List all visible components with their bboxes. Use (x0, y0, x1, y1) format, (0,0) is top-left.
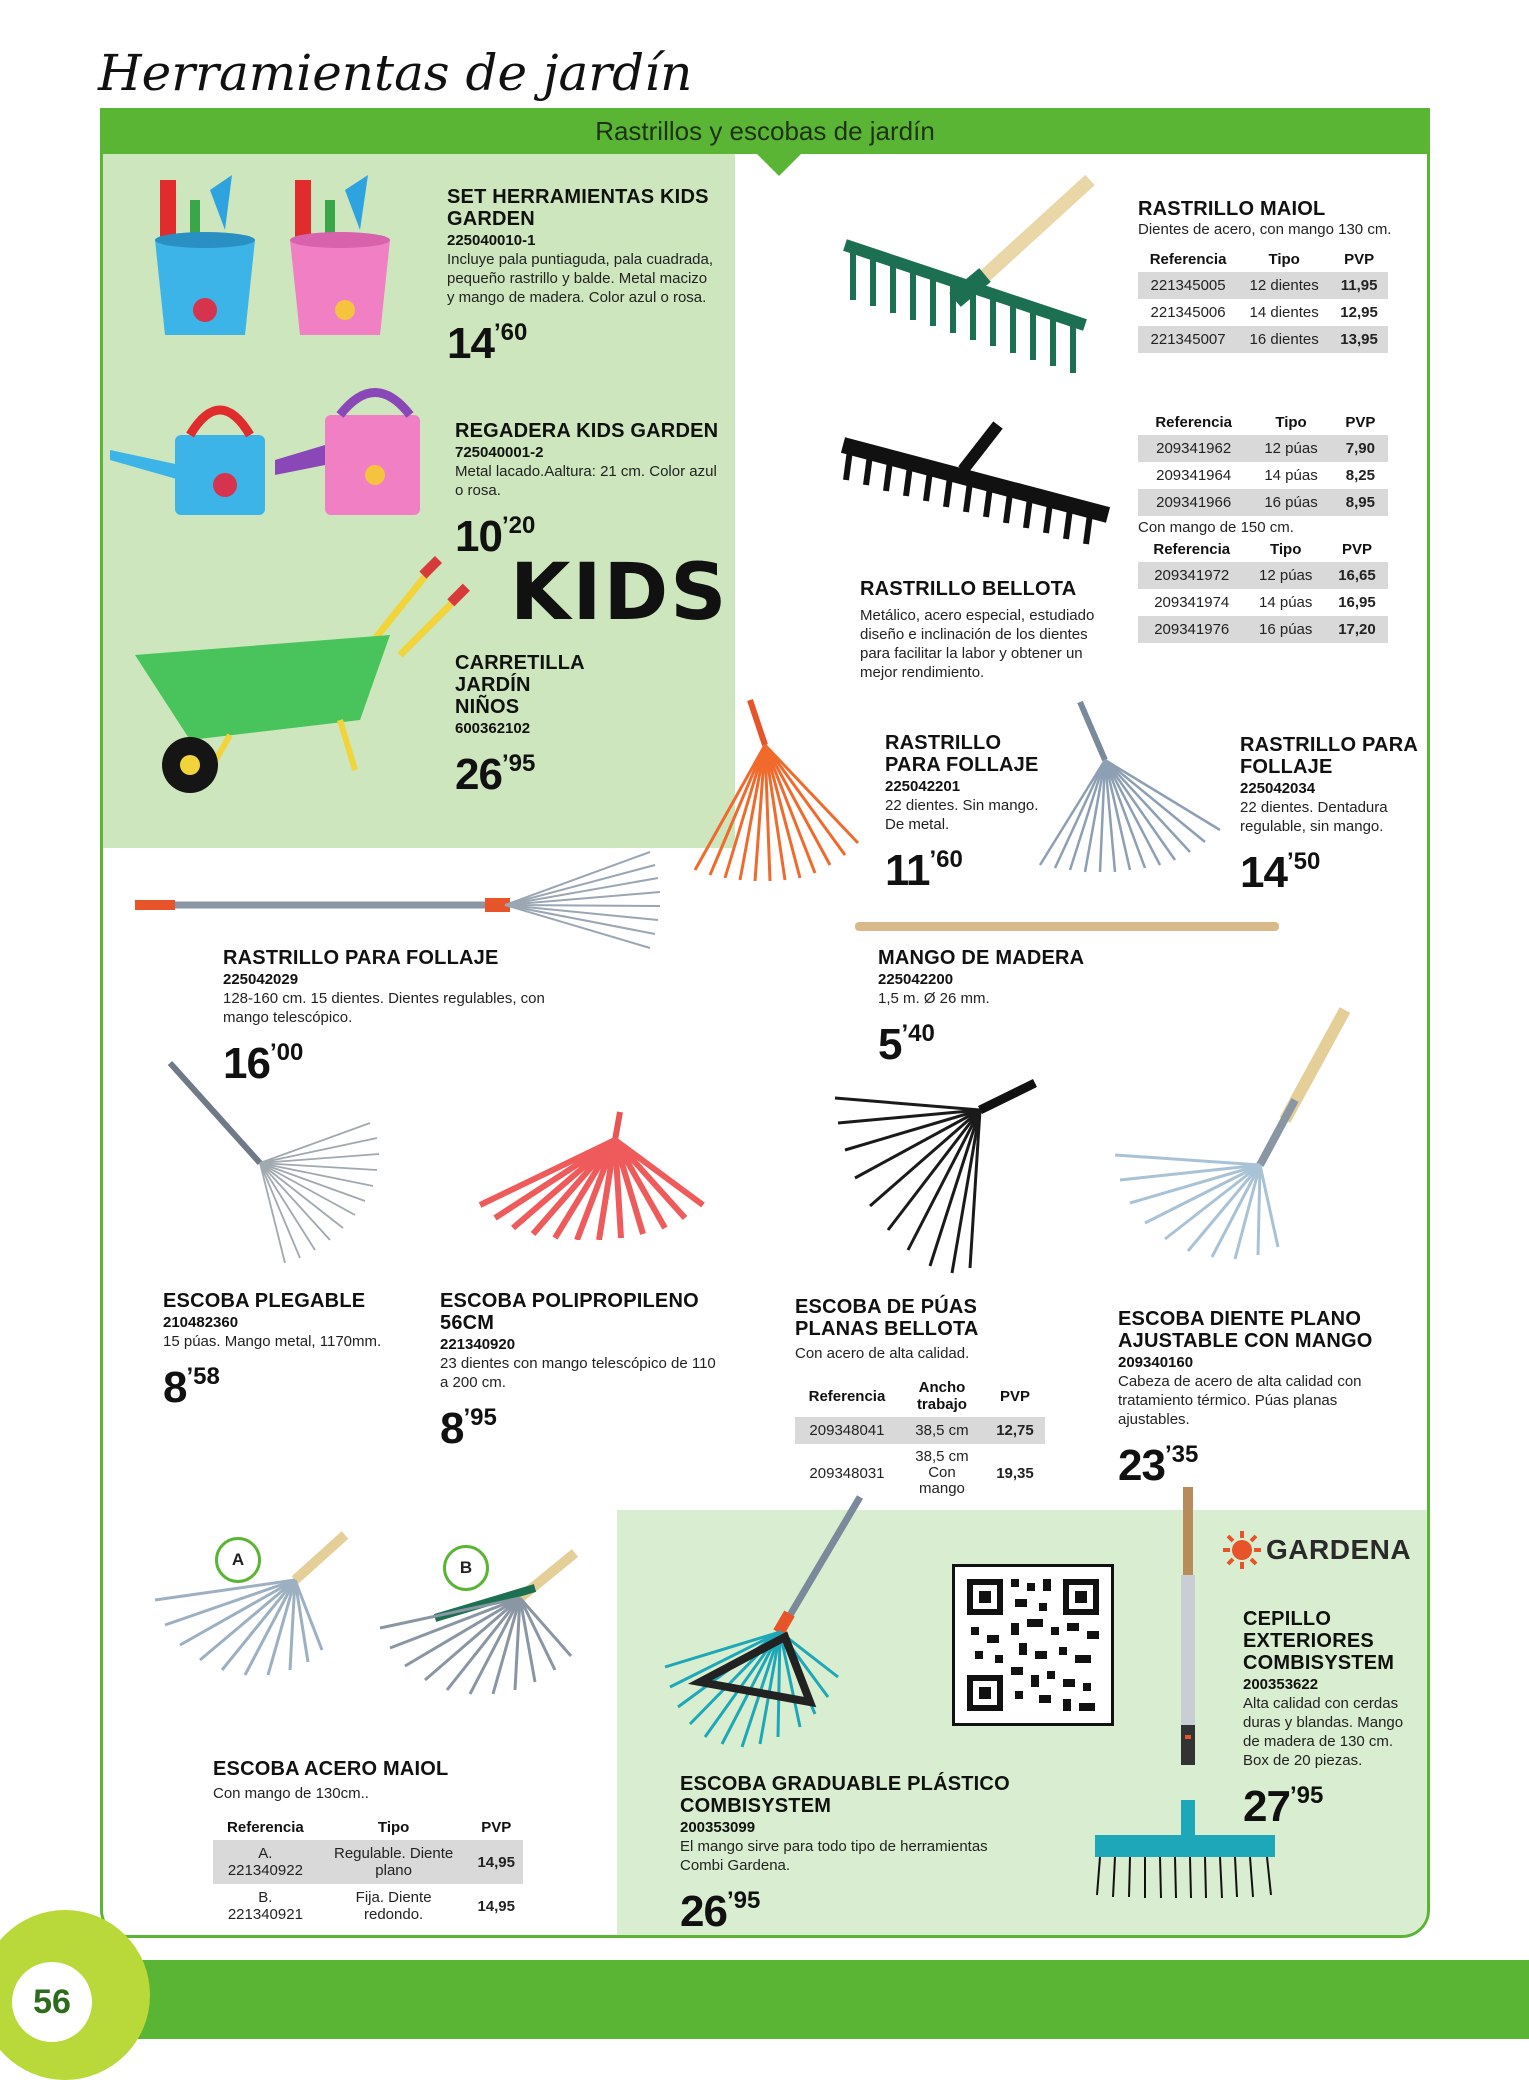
watering-can-image (110, 375, 440, 525)
footer-bar (0, 1960, 1529, 2039)
product-escoba-puas-planas (795, 1296, 1065, 1502)
product-desc: Con acero de alta calidad. (795, 1345, 970, 1362)
product-escoba-acero-maiol (213, 1758, 543, 1928)
product-name: ESCOBA DE PÚAS PLANAS BELLOTA (795, 1296, 979, 1340)
product-price: $5^{’40}$ (878, 1020, 935, 1069)
rastrillo-maiol-image (835, 175, 1105, 395)
product-desc: 128-160 cm. 15 dientes. Dientes regulables, con mango telescópico. (223, 990, 545, 1026)
product-desc: Alta calidad con cerdas duras y blandas. Mango de madera de 130 cm. Box de 20 piezas. (1243, 1695, 1404, 1769)
product-price: $8^{’95}$ (440, 1404, 497, 1453)
product-ref: 225042034 (1240, 780, 1316, 797)
section-header-notch (755, 152, 803, 176)
product-set-kids (447, 186, 717, 368)
product-rastrillo-bellota (860, 578, 1115, 682)
product-price: $10^{’20}$ (455, 512, 536, 561)
rastrillo-bellota-image (838, 420, 1118, 550)
product-name: CARRETILLA JARDÍN NIÑOS (455, 652, 585, 718)
variant-a-badge: A (215, 1537, 261, 1583)
product-desc: Metal lacado.Aaltura: 21 cm. Color azul o rosa. (455, 463, 717, 499)
product-price: $27^{’95}$ (1243, 1782, 1324, 1831)
product-ref: 210482360 (163, 1314, 239, 1331)
escoba-plegable-image (165, 1058, 385, 1268)
escoba-diente-plano-image (1110, 1005, 1360, 1265)
product-desc: Cabeza de acero de alta calidad con tratamiento térmico. Púas planas ajustables. (1118, 1373, 1362, 1428)
product-escoba-graduable (680, 1773, 1020, 1936)
rastrillo-follaje-telescopico-image (130, 850, 660, 960)
product-regadera (455, 420, 725, 561)
product-desc: 1,5 m. Ø 26 mm. (878, 990, 990, 1007)
puas-planas-price-table: Referencia Ancho trabajo PVP 209348041 38,5 cm 12,75 209348031 38,5 cm Con mango 19,35 (795, 1375, 1045, 1502)
product-escoba-polipropileno (440, 1290, 725, 1453)
page-title: Herramientas de jardín (98, 44, 693, 102)
product-desc: El mango sirve para todo tipo de herramientas Combi Gardena. (680, 1838, 988, 1874)
product-name: RASTRILLO BELLOTA (860, 578, 1077, 600)
product-name: RASTRILLO MAIOL (1138, 198, 1326, 220)
escoba-acero-maiol-a-image (150, 1530, 350, 1680)
product-desc: Incluye pala puntiaguda, pala cuadrada, pequeño rastrillo y balde. Metal macizo y mango de madera. Color azul o rosa. (447, 251, 714, 306)
kids-label: KIDS (510, 548, 729, 638)
rastrillo-follaje-orange-image (690, 695, 870, 885)
product-mango (878, 947, 1138, 1069)
product-ref: 200353622 (1243, 1676, 1319, 1693)
product-name: ESCOBA DIENTE PLANO AJUSTABLE CON MANGO (1118, 1308, 1373, 1352)
product-desc: Metálico, acero especial, estudiado diseño e inclinación de los dientes para facilitar la labor y obtener un mejor rendimiento. (860, 607, 1095, 681)
product-name: RASTRILLO PARA FOLLAJE (885, 732, 1039, 776)
product-rastrillo-maiol (1138, 198, 1428, 353)
product-cepillo-exteriores (1243, 1608, 1413, 1831)
product-price: $16^{’00}$ (223, 1039, 304, 1088)
product-price: $11^{’60}$ (885, 846, 963, 895)
product-desc: 22 dientes. Sin mango. De metal. (885, 797, 1039, 833)
product-name: MANGO DE MADERA (878, 947, 1085, 969)
product-desc: 15 púas. Mango metal, 1170mm. (163, 1333, 382, 1350)
product-name: REGADERA KIDS GARDEN (455, 420, 719, 442)
product-price: $14^{’60}$ (447, 319, 528, 368)
kids-tool-set-image (140, 170, 410, 360)
gardena-brand-name: GARDENA (1266, 1534, 1412, 1565)
acero-maiol-price-table: Referencia Tipo PVP A. 221340922 Regulable. Diente plano 14,95 B. 221340921 Fija. Diente redondo. 14,95 (213, 1815, 523, 1928)
product-price: $14^{’50}$ (1240, 848, 1321, 897)
product-follaje-2 (1240, 734, 1430, 897)
product-desc: 22 dientes. Dentadura regulable, sin mango. (1240, 799, 1388, 835)
bellota-price-table: Referencia Tipo PVP 209341962 12 púas 7,90 209341964 14 púas 8,25 209341966 16 púas 8,95 (1138, 410, 1388, 516)
wheelbarrow-image (130, 555, 470, 805)
escoba-puas-planas-image (830, 1078, 1045, 1278)
escoba-polipropileno-image (475, 1110, 715, 1240)
section-header: Rastrillos y escobas de jardín (100, 108, 1430, 154)
mango-madera-image (855, 922, 1279, 931)
product-price: $23^{’35}$ (1118, 1441, 1199, 1490)
product-name: ESCOBA ACERO MAIOL (213, 1758, 449, 1780)
product-escoba-plegable (163, 1290, 383, 1412)
product-escoba-diente-plano (1118, 1308, 1388, 1490)
product-desc: Con mango de 130cm.. (213, 1785, 369, 1802)
product-name: CEPILLO EXTERIORES COMBISYSTEM (1243, 1608, 1395, 1674)
product-price: $26^{’95}$ (455, 750, 536, 799)
product-name: RASTRILLO PARA FOLLAJE (1240, 734, 1418, 778)
variant-b-badge: B (443, 1545, 489, 1591)
product-name: ESCOBA PLEGABLE (163, 1290, 366, 1312)
product-ref: 209340160 (1118, 1354, 1194, 1371)
product-desc: Dientes de acero, con mango 130 cm. (1138, 221, 1392, 238)
product-name: SET HERRAMIENTAS KIDS GARDEN (447, 186, 709, 230)
product-price: $26^{’95}$ (680, 1887, 761, 1936)
bellota-price-tables (1138, 410, 1398, 643)
escoba-acero-maiol-b-image (375, 1548, 585, 1698)
product-ref: 600362102 (455, 720, 531, 737)
escoba-graduable-image (660, 1492, 880, 1752)
product-follaje-1 (885, 732, 1055, 895)
product-carretilla (455, 652, 585, 799)
bellota-price-table-mango: Referencia Tipo PVP 209341972 12 púas 16,65 209341974 14 púas 16,95 209341976 16 púas 17,20 (1138, 537, 1388, 643)
page-number: 56 (12, 1962, 92, 2042)
product-ref: 225042029 (223, 971, 299, 988)
maiol-price-table: Referencia Tipo PVP 221345005 12 dientes 11,95 221345006 14 dientes 12,95 221345007 16 dientes 13,95 (1138, 247, 1388, 353)
product-ref: 225042201 (885, 778, 961, 795)
product-ref: 225040010-1 (447, 232, 536, 249)
product-ref: 200353099 (680, 1819, 756, 1836)
product-price: $8^{’58}$ (163, 1363, 220, 1412)
bellota-note: Con mango de 150 cm. (1138, 519, 1294, 536)
product-ref: 225042200 (878, 971, 954, 988)
product-name: ESCOBA POLIPROPILENO 56CM (440, 1290, 699, 1334)
rastrillo-follaje-grey-image (1035, 700, 1235, 875)
product-name: ESCOBA GRADUABLE PLÁSTICO COMBISYSTEM (680, 1773, 1010, 1817)
product-ref: 221340920 (440, 1336, 516, 1353)
product-desc: 23 dientes con mango telescópico de 110 a 200 cm. (440, 1355, 716, 1391)
product-ref: 725040001-2 (455, 444, 544, 461)
product-name: RASTRILLO PARA FOLLAJE (223, 947, 499, 969)
